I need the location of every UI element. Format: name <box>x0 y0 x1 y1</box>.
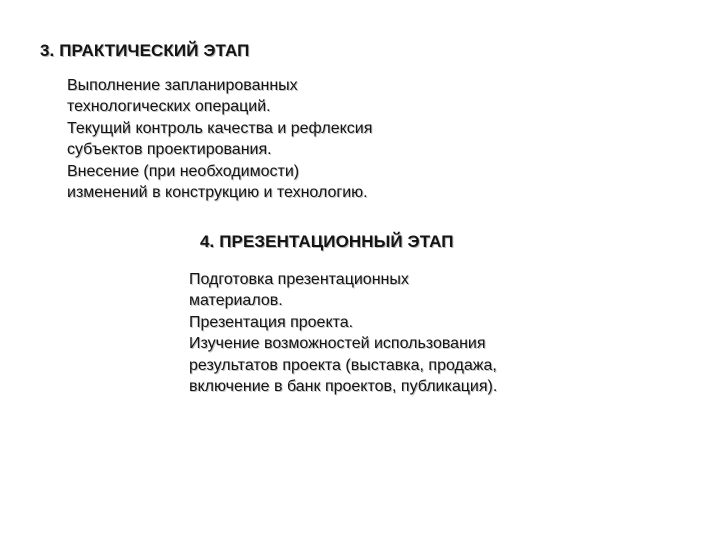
practical-text-line: изменений в конструкцию и технологию. <box>67 184 368 202</box>
practical-stage-text <box>67 75 372 203</box>
presentation-text-line: материалов. <box>189 292 283 310</box>
presentation-stage-heading: 4. ПРЕЗЕНТАЦИОННЫЙ ЭТАП <box>200 232 454 251</box>
practical-text-line: Текущий контроль качества и рефлексия <box>67 119 373 137</box>
practical-text-line: технологических операций. <box>67 98 271 116</box>
practical-text-line: Выполнение запланированных <box>67 77 298 94</box>
practical-stage-heading: 3. ПРАКТИЧЕСКИЙ ЭТАП <box>40 41 250 60</box>
presentation-stage-text <box>189 269 497 397</box>
practical-text-line: субъектов проектирования. <box>67 141 272 159</box>
presentation-text-line: Презентация проекта. <box>189 313 354 331</box>
presentation-text-line: результатов проекта (выставка, продажа, <box>189 356 497 374</box>
presentation-text-line: включение в банк проектов, публикация). <box>189 378 498 396</box>
practical-text-line: Внесение (при необходимости) <box>67 162 300 180</box>
presentation-text-line: Изучение возможностей использования <box>189 335 486 353</box>
presentation-text-line: Подготовка презентационных <box>189 271 409 288</box>
